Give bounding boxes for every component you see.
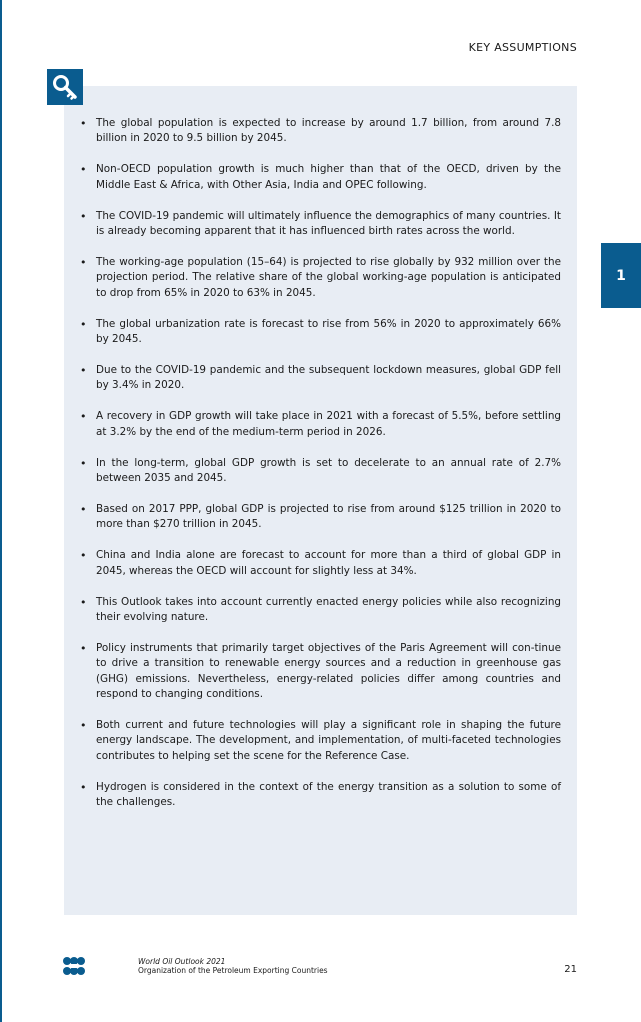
list-item [64, 255, 577, 301]
list-item [64, 363, 577, 394]
bullet-dot: • [80, 255, 87, 269]
bullet-text: This Outlook takes into account currently enacted energy policies while also recognizing their evolving nature. [96, 595, 561, 623]
bullet-dot: • [80, 317, 87, 331]
list-item [64, 548, 577, 579]
organization-name: Organization of the Petroleum Exporting Countries [138, 966, 328, 975]
bullet-dot: • [80, 595, 87, 609]
key-icon [47, 69, 83, 105]
bullet-text: The global population is expected to increase by around 1.7 billion, from around 7.8 billion in 2020 to 9.5 billion by 2045. [96, 117, 561, 145]
list-item [64, 456, 577, 487]
page-number: 21 [564, 964, 577, 975]
bullet-dot: • [80, 549, 87, 563]
bullet-text: The working-age population (15–64) is projected to rise globally by 932 million over the projection period. The relative share of the global working-age population is anticipated to drop from 65% in 2020 to 63% in 2045. [96, 255, 561, 299]
list-item [64, 162, 577, 193]
list-item [64, 502, 577, 533]
bullet-dot: • [80, 117, 87, 130]
list-item [64, 595, 577, 626]
list-item [64, 409, 577, 440]
left-edge-rule [0, 0, 2, 1022]
list-item [64, 780, 577, 811]
bullet-dot: • [80, 163, 87, 177]
bullet-dot: • [80, 209, 87, 223]
bullet-dot: • [80, 456, 87, 470]
bullet-dot: • [80, 780, 87, 794]
list-item [64, 116, 577, 147]
list-item [64, 641, 577, 703]
bullet-text: In the long-term, global GDP growth is set to decelerate to an annual rate of 2.7% between 2035 and 2045. [96, 456, 561, 484]
bullet-text: Due to the COVID-19 pandemic and the subsequent lockdown measures, global GDP fell by 3.4% in 2020. [96, 363, 561, 392]
footer-credits [138, 957, 328, 975]
opec-logo-icon [62, 956, 86, 976]
chapter-tab [601, 243, 641, 308]
bullet-dot: • [80, 502, 87, 516]
bullet-text: China and India alone are forecast to account for more than a third of global GDP in 2045, whereas the OECD will account for slightly less at 34%. [96, 549, 561, 577]
bullet-text: The global urbanization rate is forecast to rise from 56% in 2020 to approximately 66% by 2045. [96, 317, 561, 346]
bullet-text: A recovery in GDP growth will take place in 2021 with a forecast of 5.5%, before settling at 3.2% by the end of the medium-term period in 2026. [96, 410, 561, 438]
bullet-text: Based on 2017 PPP, global GDP is projected to rise from around $125 trillion in 2020 to more than $270 trillion in 2045. [96, 502, 561, 531]
running-header: KEY ASSUMPTIONS [468, 41, 577, 54]
bullet-text: Policy instruments that primarily target objectives of the Paris Agreement will con-tinue to drive a transition to renewable energy sources and a reduction in greenhouse gas (GHG) emissions. Nevertheless, energy-related policies differ among countries and respond to changing conditions. [96, 641, 561, 701]
list-item [64, 718, 577, 764]
bullet-text: Both current and future technologies will play a significant role in shaping the future energy landscape. The development, and implementation, of multi-faceted technologies contributes to helping set the scene for the Reference Case. [96, 718, 561, 762]
bullet-dot: • [80, 410, 87, 424]
bullet-dot: • [80, 641, 87, 655]
bullet-text: The COVID-19 pandemic will ultimately influence the demographics of many countries. It is already becoming apparent that it has influenced birth rates across the world. [96, 209, 561, 238]
list-item [64, 209, 577, 240]
chapter-number: 1 [616, 267, 626, 284]
bullet-text: Non-OECD population growth is much higher than that of the OECD, driven by the Middle East & Africa, with Other Asia, India and OPEC following. [96, 163, 561, 191]
key-assumptions-list [64, 116, 577, 826]
publication-title: World Oil Outlook 2021 [138, 957, 226, 966]
bullet-dot: • [80, 363, 87, 377]
bullet-dot: • [80, 718, 87, 732]
bullet-text: Hydrogen is considered in the context of the energy transition as a solution to some of the challenges. [96, 780, 561, 809]
list-item [64, 317, 577, 348]
